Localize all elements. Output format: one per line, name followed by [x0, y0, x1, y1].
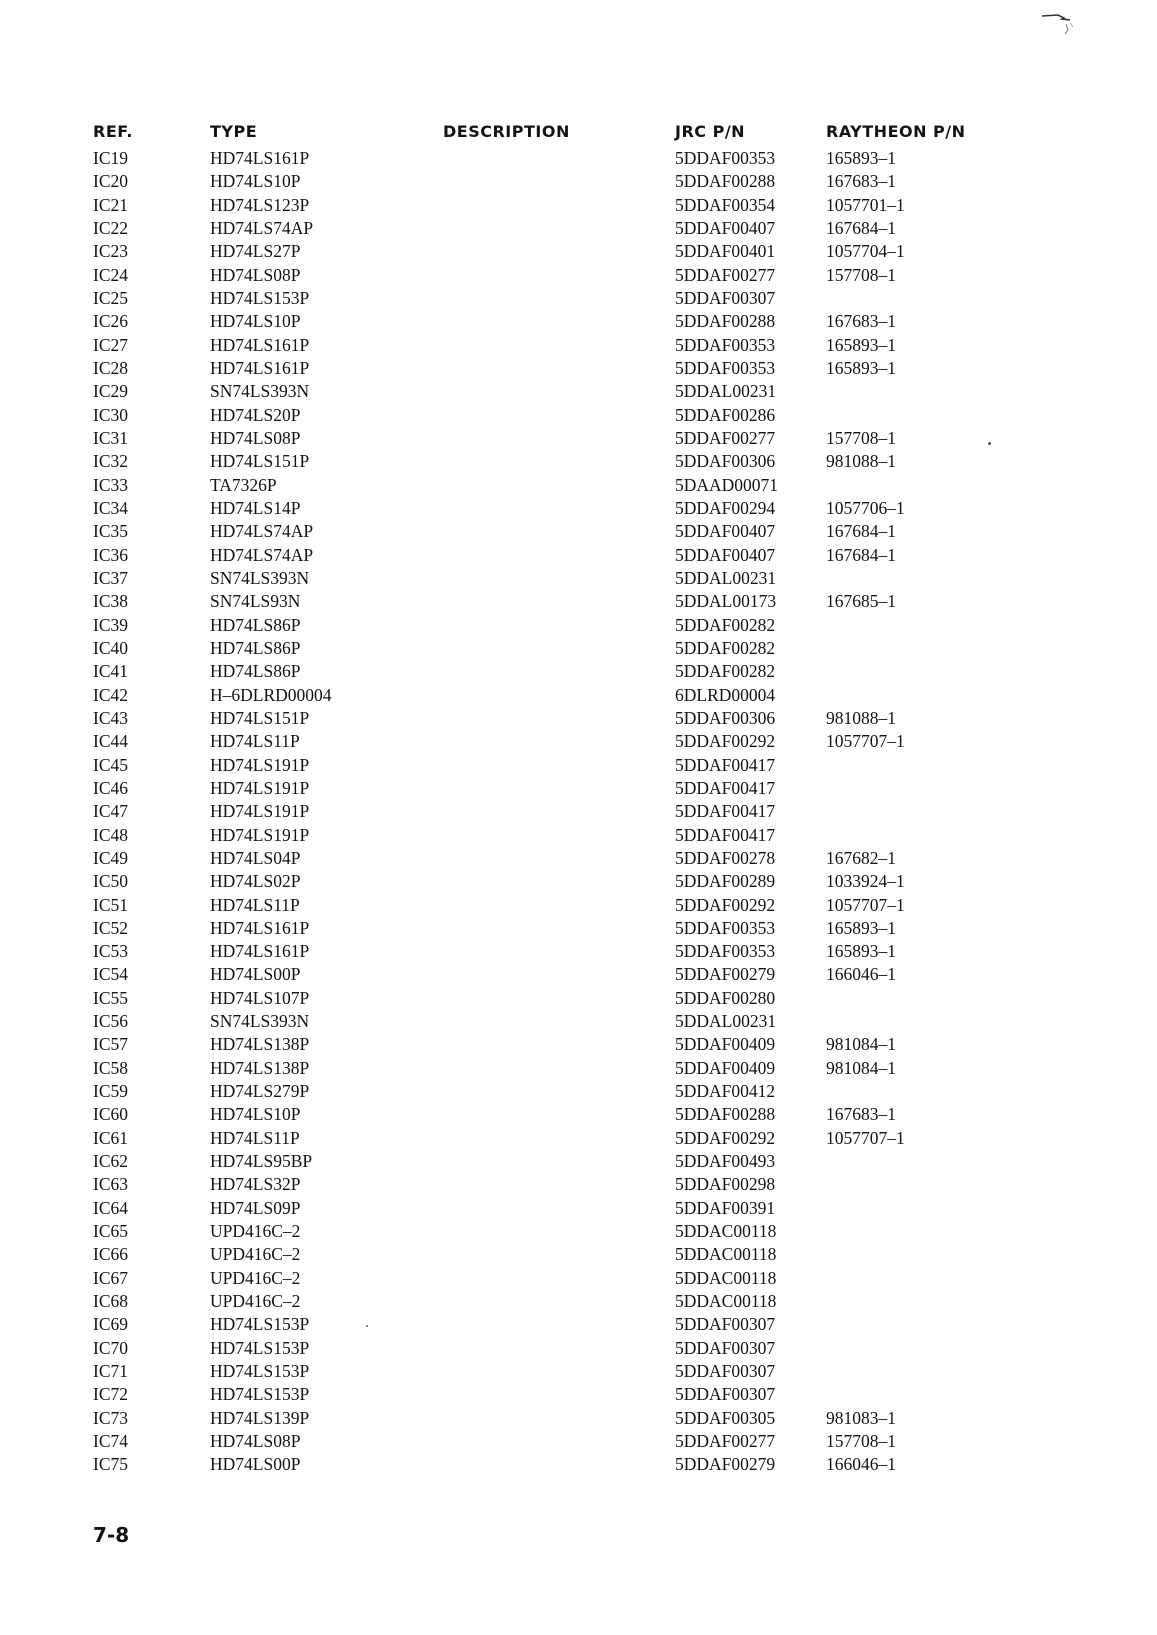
raytheon-pn-cell: 167684–1: [826, 544, 896, 565]
jrc-pn-cell: 5DDAF00353: [675, 334, 776, 355]
type-cell: H–6DLRD00004: [210, 684, 332, 705]
raytheon-pn-cell: 167683–1: [826, 1104, 896, 1125]
raytheon-pn-cell: 165893–1: [826, 148, 896, 168]
jrc-pn-cell: 5DDAF00298: [675, 1174, 776, 1195]
type-cell: HD74LS10P: [210, 1104, 301, 1125]
page-number: 7-8: [93, 1523, 130, 1547]
jrc-pn-cell: 5DDAL00173: [675, 591, 777, 612]
type-cell: HD74LS161P: [210, 148, 310, 168]
ref-cell: IC69: [93, 1314, 128, 1335]
type-cell: HD74LS02P: [210, 871, 301, 892]
table-row: [0, 777, 1157, 800]
raytheon-pn-cell: 157708–1: [826, 264, 896, 285]
table-row: [0, 1173, 1157, 1196]
ref-cell: IC19: [93, 148, 128, 168]
table-row: [0, 334, 1157, 357]
type-cell: SN74LS393N: [210, 1011, 310, 1032]
raytheon-pn-cell: 167684–1: [826, 217, 896, 238]
ref-cell: IC44: [93, 731, 128, 752]
ref-cell: IC56: [93, 1011, 128, 1032]
jrc-pn-cell: 5DDAF00409: [675, 1057, 776, 1078]
type-cell: HD74LS191P: [210, 801, 310, 822]
ref-cell: IC67: [93, 1267, 128, 1288]
table-row: [0, 474, 1157, 497]
jrc-pn-cell: 5DDAF00292: [675, 1127, 776, 1148]
ref-cell: IC48: [93, 824, 128, 845]
raytheon-pn-cell: 167685–1: [826, 591, 896, 612]
table-row: [0, 1267, 1157, 1290]
table-row: [0, 1383, 1157, 1406]
table-row: [0, 1360, 1157, 1383]
table-row: [0, 1010, 1157, 1033]
table-row: [0, 730, 1157, 753]
type-cell: HD74LS86P: [210, 661, 301, 682]
ref-cell: IC20: [93, 171, 128, 192]
table-row: [0, 1127, 1157, 1150]
ref-cell: IC38: [93, 591, 128, 612]
header-raytheon-pn: RAYTHEON P/N: [826, 122, 966, 141]
type-cell: UPD416C–2: [210, 1291, 301, 1312]
raytheon-pn-cell: 1057704–1: [826, 241, 905, 262]
jrc-pn-cell: 5DDAL00231: [675, 567, 777, 588]
ref-cell: IC72: [93, 1384, 128, 1405]
raytheon-pn-cell: 165893–1: [826, 917, 896, 938]
jrc-pn-cell: 5DDAF00307: [675, 1314, 776, 1335]
ref-cell: IC39: [93, 614, 128, 635]
raytheon-pn-cell: 167683–1: [826, 171, 896, 192]
type-cell: HD74LS161P: [210, 917, 310, 938]
ref-cell: IC60: [93, 1104, 128, 1125]
raytheon-pn-cell: 157708–1: [826, 1431, 896, 1452]
jrc-pn-cell: 5DDAC00118: [675, 1244, 777, 1265]
type-cell: HD74LS279P: [210, 1081, 310, 1102]
jrc-pn-cell: 5DDAF00277: [675, 264, 776, 285]
ref-cell: IC30: [93, 404, 128, 425]
table-row: [0, 707, 1157, 730]
jrc-pn-cell: 5DDAF00493: [675, 1151, 776, 1172]
ref-cell: IC53: [93, 941, 128, 962]
table-header: [0, 122, 1157, 146]
raytheon-pn-cell: 157708–1: [826, 427, 896, 448]
jrc-pn-cell: 5DDAF00391: [675, 1197, 776, 1218]
jrc-pn-cell: 5DDAF00307: [675, 1361, 776, 1382]
jrc-pn-cell: 5DDAF00353: [675, 148, 776, 168]
jrc-pn-cell: 5DDAF00417: [675, 754, 776, 775]
raytheon-pn-cell: 1057706–1: [826, 497, 905, 518]
table-row: [0, 1033, 1157, 1056]
raytheon-pn-cell: 166046–1: [826, 964, 896, 985]
table-row: [0, 1313, 1157, 1336]
jrc-pn-cell: 5DDAF00294: [675, 497, 776, 518]
type-cell: HD74LS09P: [210, 1197, 301, 1218]
type-cell: HD74LS86P: [210, 614, 301, 635]
jrc-pn-cell: 5DDAF00354: [675, 194, 776, 215]
type-cell: HD74LS161P: [210, 334, 310, 355]
ref-cell: IC61: [93, 1127, 128, 1148]
ref-cell: IC57: [93, 1034, 128, 1055]
table-row: [0, 1337, 1157, 1360]
ref-cell: IC42: [93, 684, 128, 705]
type-cell: HD74LS00P: [210, 964, 301, 985]
jrc-pn-cell: 5DDAF00282: [675, 661, 776, 682]
table-row: [0, 427, 1157, 450]
type-cell: HD74LS27P: [210, 241, 301, 262]
type-cell: HD74LS153P: [210, 1337, 310, 1358]
type-cell: SN74LS93N: [210, 591, 301, 612]
ref-cell: IC55: [93, 987, 128, 1008]
table-row: [0, 1243, 1157, 1266]
jrc-pn-cell: 5DDAF00307: [675, 287, 776, 308]
jrc-pn-cell: 5DDAL00231: [675, 1011, 777, 1032]
raytheon-pn-cell: 981083–1: [826, 1407, 896, 1428]
ref-cell: IC70: [93, 1337, 128, 1358]
raytheon-pn-cell: 981088–1: [826, 451, 896, 472]
parts-list-table: [0, 147, 1157, 1477]
type-cell: HD74LS153P: [210, 1361, 310, 1382]
jrc-pn-cell: 5DDAF00282: [675, 614, 776, 635]
type-cell: HD74LS08P: [210, 427, 301, 448]
ref-cell: IC52: [93, 917, 128, 938]
ref-cell: IC68: [93, 1291, 128, 1312]
ref-cell: IC43: [93, 707, 128, 728]
ref-cell: IC73: [93, 1407, 128, 1428]
jrc-pn-cell: 5DDAC00118: [675, 1291, 777, 1312]
table-row: [0, 497, 1157, 520]
type-cell: HD74LS00P: [210, 1454, 301, 1475]
table-row: [0, 660, 1157, 683]
type-cell: HD74LS138P: [210, 1057, 310, 1078]
jrc-pn-cell: 5DDAF00409: [675, 1034, 776, 1055]
jrc-pn-cell: 5DDAF00278: [675, 847, 776, 868]
table-row: [0, 450, 1157, 473]
jrc-pn-cell: 5DDAF00353: [675, 917, 776, 938]
type-cell: HD74LS11P: [210, 731, 300, 752]
table-row: [0, 894, 1157, 917]
type-cell: HD74LS191P: [210, 754, 310, 775]
table-row: [0, 1430, 1157, 1453]
type-cell: UPD416C–2: [210, 1267, 301, 1288]
type-cell: HD74LS123P: [210, 194, 310, 215]
jrc-pn-cell: 5DDAF00279: [675, 964, 776, 985]
table-row: [0, 1150, 1157, 1173]
table-row: [0, 870, 1157, 893]
table-row: [0, 310, 1157, 333]
type-cell: HD74LS153P: [210, 287, 310, 308]
header-ref: REF.: [93, 122, 133, 141]
type-cell: UPD416C–2: [210, 1221, 301, 1242]
table-row: [0, 1407, 1157, 1430]
jrc-pn-cell: 5DDAF00417: [675, 777, 776, 798]
raytheon-pn-cell: 167683–1: [826, 311, 896, 332]
table-row: [0, 1197, 1157, 1220]
type-cell: SN74LS393N: [210, 381, 310, 402]
type-cell: HD74LS95BP: [210, 1151, 313, 1172]
table-row: [0, 147, 1157, 170]
table-row: [0, 404, 1157, 427]
ref-cell: IC65: [93, 1221, 128, 1242]
ref-cell: IC21: [93, 194, 128, 215]
ref-cell: IC37: [93, 567, 128, 588]
ref-cell: IC31: [93, 427, 128, 448]
table-row: [0, 847, 1157, 870]
type-cell: SN74LS393N: [210, 567, 310, 588]
jrc-pn-cell: 5DDAF00286: [675, 404, 776, 425]
table-row: [0, 357, 1157, 380]
type-cell: HD74LS86P: [210, 637, 301, 658]
ref-cell: IC54: [93, 964, 128, 985]
table-row: [0, 684, 1157, 707]
raytheon-pn-cell: 165893–1: [826, 334, 896, 355]
jrc-pn-cell: 5DDAF00292: [675, 894, 776, 915]
jrc-pn-cell: 5DDAF00407: [675, 544, 776, 565]
type-cell: HD74LS10P: [210, 311, 301, 332]
table-row: [0, 1220, 1157, 1243]
raytheon-pn-cell: 981084–1: [826, 1057, 896, 1078]
jrc-pn-cell: 5DDAF00279: [675, 1454, 776, 1475]
jrc-pn-cell: 5DDAF00277: [675, 427, 776, 448]
type-cell: HD74LS08P: [210, 264, 301, 285]
jrc-pn-cell: 5DDAF00306: [675, 451, 776, 472]
ref-cell: IC64: [93, 1197, 128, 1218]
jrc-pn-cell: 5DDAF00282: [675, 637, 776, 658]
ref-cell: IC34: [93, 497, 128, 518]
jrc-pn-cell: 5DDAF00412: [675, 1081, 776, 1102]
type-cell: HD74LS74AP: [210, 544, 314, 565]
ref-cell: IC22: [93, 217, 128, 238]
ref-cell: IC58: [93, 1057, 128, 1078]
ref-cell: IC59: [93, 1081, 128, 1102]
raytheon-pn-cell: 165893–1: [826, 357, 896, 378]
table-row: [0, 520, 1157, 543]
ref-cell: IC29: [93, 381, 128, 402]
ref-cell: IC33: [93, 474, 128, 495]
ref-cell: IC26: [93, 311, 128, 332]
raytheon-pn-cell: 981088–1: [826, 707, 896, 728]
table-row: [0, 1057, 1157, 1080]
jrc-pn-cell: 5DDAF00292: [675, 731, 776, 752]
jrc-pn-cell: 5DDAF00280: [675, 987, 776, 1008]
jrc-pn-cell: 5DDAF00288: [675, 1104, 776, 1125]
type-cell: TA7326P: [210, 474, 277, 495]
ref-cell: IC45: [93, 754, 128, 775]
ref-cell: IC35: [93, 521, 128, 542]
jrc-pn-cell: 5DDAC00118: [675, 1267, 777, 1288]
jrc-pn-cell: 5DDAF00353: [675, 357, 776, 378]
table-row: [0, 240, 1157, 263]
scan-dot: [988, 442, 991, 445]
raytheon-pn-cell: 165893–1: [826, 941, 896, 962]
type-cell: HD74LS161P: [210, 357, 310, 378]
jrc-pn-cell: 5DDAF00306: [675, 707, 776, 728]
raytheon-pn-cell: 167682–1: [826, 847, 896, 868]
ref-cell: IC27: [93, 334, 128, 355]
jrc-pn-cell: 5DAAD00071: [675, 474, 779, 495]
ref-cell: IC25: [93, 287, 128, 308]
jrc-pn-cell: 5DDAF00417: [675, 801, 776, 822]
table-row: [0, 1103, 1157, 1126]
table-row: [0, 1453, 1157, 1476]
raytheon-pn-cell: 1057707–1: [826, 731, 905, 752]
jrc-pn-cell: 5DDAF00288: [675, 171, 776, 192]
table-row: [0, 264, 1157, 287]
type-cell: HD74LS153P: [210, 1314, 310, 1335]
ref-cell: IC63: [93, 1174, 128, 1195]
jrc-pn-cell: 5DDAF00407: [675, 217, 776, 238]
jrc-pn-cell: 5DDAF00307: [675, 1384, 776, 1405]
type-cell: HD74LS139P: [210, 1407, 310, 1428]
raytheon-pn-cell: 1057701–1: [826, 194, 905, 215]
type-cell: HD74LS32P: [210, 1174, 301, 1195]
jrc-pn-cell: 5DDAC00118: [675, 1221, 777, 1242]
jrc-pn-cell: 5DDAF00407: [675, 521, 776, 542]
jrc-pn-cell: 5DDAF00288: [675, 311, 776, 332]
table-row: [0, 1080, 1157, 1103]
jrc-pn-cell: 5DDAF00289: [675, 871, 776, 892]
type-cell: HD74LS08P: [210, 1431, 301, 1452]
ref-cell: IC66: [93, 1244, 128, 1265]
ref-cell: IC50: [93, 871, 128, 892]
table-row: [0, 987, 1157, 1010]
type-cell: HD74LS20P: [210, 404, 301, 425]
type-cell: HD74LS151P: [210, 451, 310, 472]
table-row: [0, 590, 1157, 613]
ref-cell: IC49: [93, 847, 128, 868]
ref-cell: IC41: [93, 661, 128, 682]
table-row: [0, 940, 1157, 963]
table-row: [0, 567, 1157, 590]
table-row: [0, 194, 1157, 217]
type-cell: HD74LS191P: [210, 777, 310, 798]
scan-dot: [366, 1325, 368, 1327]
type-cell: UPD416C–2: [210, 1244, 301, 1265]
table-row: [0, 170, 1157, 193]
type-cell: HD74LS138P: [210, 1034, 310, 1055]
raytheon-pn-cell: 1057707–1: [826, 1127, 905, 1148]
raytheon-pn-cell: 981084–1: [826, 1034, 896, 1055]
ref-cell: IC51: [93, 894, 128, 915]
type-cell: HD74LS74AP: [210, 521, 314, 542]
type-cell: HD74LS74AP: [210, 217, 314, 238]
header-jrc-pn: JRC P/N: [675, 122, 746, 141]
jrc-pn-cell: 5DDAF00277: [675, 1431, 776, 1452]
raytheon-pn-cell: 166046–1: [826, 1454, 896, 1475]
table-row: [0, 614, 1157, 637]
table-row: [0, 800, 1157, 823]
jrc-pn-cell: 5DDAF00417: [675, 824, 776, 845]
table-row: [0, 217, 1157, 240]
type-cell: HD74LS11P: [210, 894, 300, 915]
table-row: [0, 917, 1157, 940]
ref-cell: IC28: [93, 357, 128, 378]
ref-cell: IC71: [93, 1361, 128, 1382]
type-cell: HD74LS151P: [210, 707, 310, 728]
raytheon-pn-cell: 167684–1: [826, 521, 896, 542]
ref-cell: IC62: [93, 1151, 128, 1172]
type-cell: HD74LS04P: [210, 847, 301, 868]
ref-cell: IC74: [93, 1431, 128, 1452]
raytheon-pn-cell: 1057707–1: [826, 894, 905, 915]
type-cell: HD74LS161P: [210, 941, 310, 962]
jrc-pn-cell: 5DDAF00307: [675, 1337, 776, 1358]
table-row: [0, 380, 1157, 403]
type-cell: HD74LS11P: [210, 1127, 300, 1148]
header-description: DESCRIPTION: [443, 122, 570, 141]
ref-cell: IC32: [93, 451, 128, 472]
table-row: [0, 1290, 1157, 1313]
jrc-pn-cell: 5DDAF00353: [675, 941, 776, 962]
ref-cell: IC75: [93, 1454, 128, 1475]
table-row: [0, 287, 1157, 310]
jrc-pn-cell: 6DLRD00004: [675, 684, 776, 705]
scan-artifact-mark: [1040, 10, 1080, 50]
jrc-pn-cell: 5DDAF00401: [675, 241, 776, 262]
table-row: [0, 544, 1157, 567]
raytheon-pn-cell: 1033924–1: [826, 871, 905, 892]
type-cell: HD74LS10P: [210, 171, 301, 192]
table-row: [0, 963, 1157, 986]
jrc-pn-cell: 5DDAL00231: [675, 381, 777, 402]
type-cell: HD74LS191P: [210, 824, 310, 845]
table-row: [0, 824, 1157, 847]
jrc-pn-cell: 5DDAF00305: [675, 1407, 776, 1428]
ref-cell: IC36: [93, 544, 128, 565]
ref-cell: IC47: [93, 801, 128, 822]
ref-cell: IC40: [93, 637, 128, 658]
type-cell: HD74LS153P: [210, 1384, 310, 1405]
type-cell: HD74LS107P: [210, 987, 310, 1008]
header-type: TYPE: [210, 122, 258, 141]
ref-cell: IC46: [93, 777, 128, 798]
ref-cell: IC23: [93, 241, 128, 262]
ref-cell: IC24: [93, 264, 128, 285]
table-row: [0, 754, 1157, 777]
type-cell: HD74LS14P: [210, 497, 301, 518]
table-row: [0, 637, 1157, 660]
